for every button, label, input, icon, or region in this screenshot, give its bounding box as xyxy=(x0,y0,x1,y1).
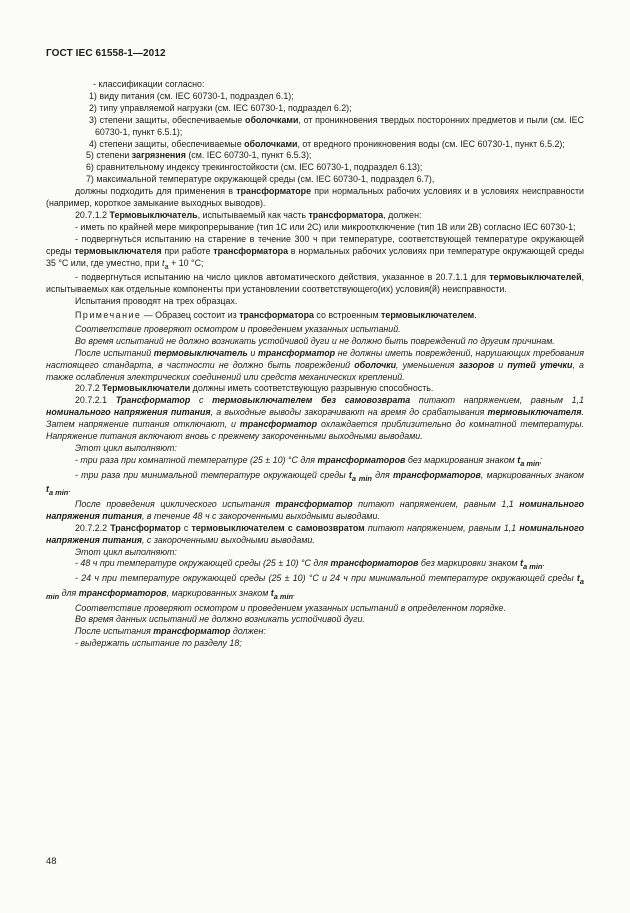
paragraph: - подвергнуться испытанию на старение в течение 300 ч при температуре, соответствующей температуре окружающей среды термовыключателя при работе трансформатора в нормальных рабочих условиях при температуре окружающей среды 35 °C или, где уместно, при $t_a + 10$ °C; xyxy=(46,233,584,271)
paragraph: Испытания проводят на трех образцах. xyxy=(75,296,238,307)
paragraph: - 24 ч при температуре окружающей среды (25 ± 10) °C и 24 ч при минимальной температуре окружающей среды $t_{a min}$ для трансформаторов, маркированных знаком $t_{a min}$. xyxy=(46,573,584,601)
paragraph: Примечание — Образец состоит из трансформатора со встроенным термовыключателем. xyxy=(75,310,477,320)
document-body xyxy=(46,79,584,650)
paragraph: - 48 ч при температуре окружающей среды (25 ± 10) °C для трансформаторов без маркировки знаком $t_{a min}$. xyxy=(75,558,545,572)
paragraph: Соответствие проверяют осмотром и проведением указанных испытаний. xyxy=(75,323,401,334)
paragraph: После проведения циклического испытания трансформатор питают напряжением, равным 1,1 номинального напряжения питания, в течение 48 ч с закороченными выходными выводами. xyxy=(46,498,585,521)
paragraph: - три раза при комнатной температуре (25 ± 10) °C для трансформаторов без маркирования знаком $t_{a min}$; xyxy=(75,454,543,468)
paragraph: - иметь по крайней мере микропрерывание (тип 1C или 2C) или микроотключение (тип 1B или 2B) согласно IEC 60730-1; xyxy=(75,221,576,232)
paragraph: - выдержать испытание по разделу 18; xyxy=(75,638,242,649)
paragraph: - классификации согласно: xyxy=(93,79,205,89)
page-number: 48 xyxy=(46,856,57,867)
paragraph: 3) степени защиты, обеспечиваемые оболочками, от проникновения твердых посторонних предметов и пыли (см. IEC 60730-1, пункт 6.5.1); xyxy=(89,114,584,137)
paragraph: должны подходить для применения в трансформаторе при нормальных рабочих условиях и в условиях неисправности (например, короткое замыкание выходных выводов). xyxy=(46,186,585,209)
paragraph: 20.7.2.2 Трансформатор с термовыключателем с самовозвратом питают напряжением, равным 1,1 номинального напряжения питания, с закороченными выходными выводами. xyxy=(46,522,584,545)
paragraph: 20.7.2.1 Трансформатор с термовыключателем без самовозврата питают напряжением, равным 1,1 номинального напряжения питания, а выходные выводы закорачивают на время до срабатывания термовыключателя. Затем напряжение питания отключают, и трансформатор охлаждается приблизительно до комнатной температуры. Напряжение питания включают вновь с прежнему закороченными выходными выводами. xyxy=(46,395,585,442)
paragraph: Этот цикл выполняют: xyxy=(75,546,177,557)
paragraph: Соответствие проверяют осмотром и проведением указанных испытаний в определенном порядке. xyxy=(75,602,506,613)
paragraph: 4) степени защиты, обеспечиваемые оболочками, от вредного проникновения воды (см. IEC 60730-1, пункт 6.5.2); xyxy=(89,138,565,149)
paragraph: Во время испытаний не должно возникать устойчивой дуги и не должно быть повреждений по другим причинам. xyxy=(75,335,555,346)
paragraph: 1) виду питания (см. IEC 60730-1, подраздел 6.1); xyxy=(89,90,294,101)
paragraph: После испытания трансформатор должен: xyxy=(75,626,266,637)
paragraph: 5) степени загрязнения (см. IEC 60730-1, пункт 6.5.3); xyxy=(86,150,312,161)
paragraph: 2) типу управляемой нагрузки (см. IEC 60730-1, подраздел 6.2); xyxy=(89,102,352,113)
paragraph: 20.7.1.2 Термовыключатель, испытываемый как часть трансформатора, должен: xyxy=(75,209,422,220)
document-header: ГОСТ IEC 61558-1—2012 xyxy=(46,48,166,59)
paragraph: 20.7.2 Термовыключатели должны иметь соответствующую разрывную способность. xyxy=(75,383,434,394)
paragraph: - три раза при минимальной температуре окружающей среды $t_{a min}$ для трансформаторов, маркированных знаком $t_{a min}$. xyxy=(46,469,584,498)
paragraph: 7) максимальной температуре окружающей среды (см. IEC 60730-1, подраздел 6.7), xyxy=(86,174,435,185)
paragraph: Во время данных испытаний не должно возникать устойчивой дуги. xyxy=(75,614,365,625)
paragraph: - подвергнуться испытанию на число циклов автоматического действия, указанное в 20.7.1.1 для термовыключателей, испытываемых как отдельные компоненты при установлении соответствующего(их) условия(й) неисправности. xyxy=(46,272,584,295)
paragraph: 6) сравнительному индексу трекингостойкости (см. IEC 60730-1, подраздел 6.13); xyxy=(86,162,423,173)
paragraph: Этот цикл выполняют: xyxy=(75,442,177,453)
paragraph: После испытаний термовыключатель и трансформатор не должны иметь повреждений, нарушающих требования настоящего стандарта, в частности не должно быть повреждений оболочки, уменьшения зазоров и путей утечки, а также ослабления электрических соединений или средств механических креплений. xyxy=(46,347,584,382)
